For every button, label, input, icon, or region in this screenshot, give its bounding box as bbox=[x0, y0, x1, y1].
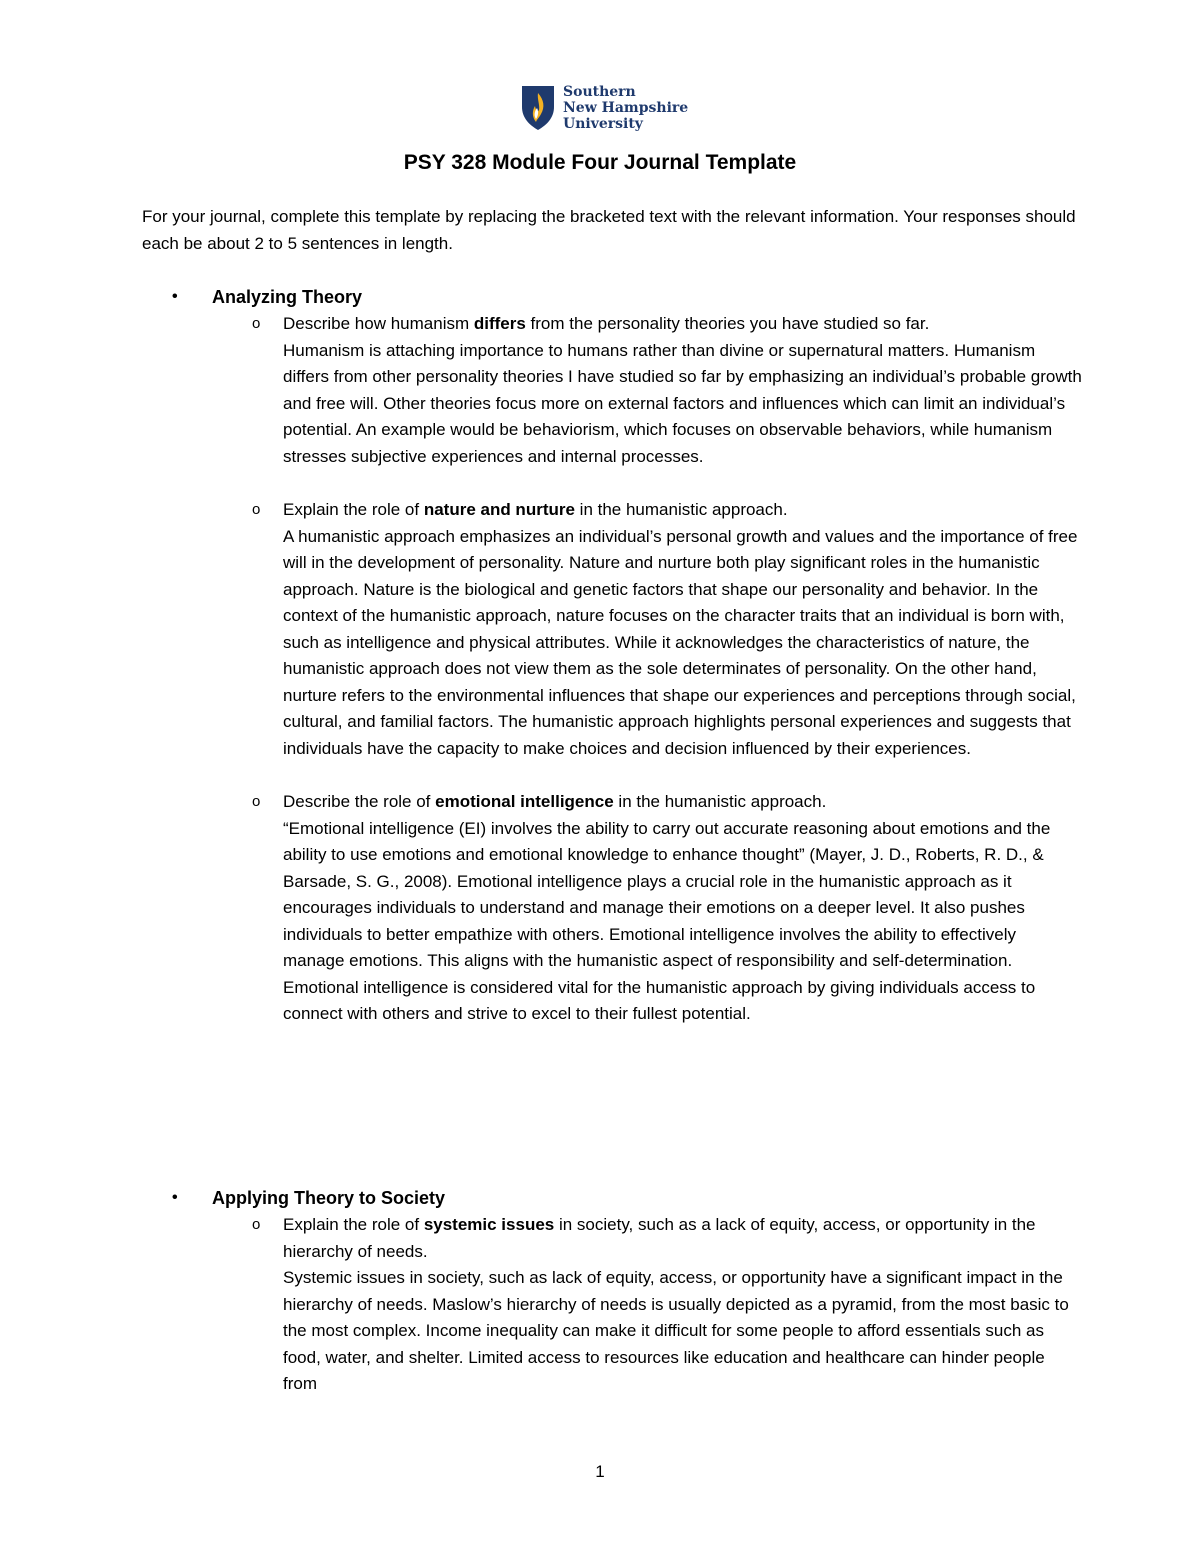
section-analyzing-theory bbox=[142, 283, 1082, 1028]
question-text: in the humanistic approach. bbox=[613, 792, 827, 811]
section-applying-theory bbox=[142, 1184, 1082, 1398]
sub-bullet-icon: o bbox=[252, 793, 261, 810]
question-text: in society, such as a lack of equity, access, or opportunity in the hierarchy of needs. bbox=[283, 1215, 1036, 1261]
question-keyword: nature and nurture bbox=[423, 500, 575, 519]
logo-line-3: University bbox=[563, 116, 643, 132]
list-item bbox=[142, 311, 1082, 470]
logo-line-1: Southern bbox=[563, 84, 636, 100]
sub-bullet-icon: o bbox=[252, 1216, 261, 1233]
question-text: Explain the role of bbox=[283, 500, 424, 519]
question-text: from the personality theories you have studied so far. bbox=[525, 314, 930, 333]
answer-text: A humanistic approach emphasizes an individual’s personal growth and values and the importance of free will in the development of personality. Nature and nurture both play significant roles in the humanistic approach. Nature is the biological and genetic factors that shape our personality and behavior. In the context of the humanistic approach, nature focuses on the character traits that an individual is born with, such as intelligence and physical attributes. While it acknowledges the characteristics of nature, the humanistic approach does not view them as the sole determinates of personality. On the other hand, nurture refers to the environmental influences that shape our experiences and perceptions through social, cultural, and familial factors. The humanistic approach highlights personal experiences and suggests that individuals have the capacity to make choices and decision influenced by their experiences. bbox=[283, 526, 1078, 758]
page-number: 1 bbox=[595, 1462, 605, 1481]
flame-shield-icon bbox=[521, 85, 555, 131]
university-name bbox=[563, 84, 688, 132]
answer-text: “Emotional intelligence (EI) involves the ability to carry out accurate reasoning about emotions and the ability to use emotions and emotional knowledge to enhance thought” (Mayer, J. D., Roberts, R. D., & Barsade, S. G., 2008). Emotional intelligence plays a crucial role in the humanistic approach as it encourages individuals to understand and manage their emotions on a deeper level. It also pushes individuals to better empathize with others. Emotional intelligence involves the ability to effectively manage emotions. This aligns with the humanistic aspect of responsibility and self-determination. Emotional intelligence is considered vital for the humanistic approach by giving individuals access to connect with others and strive to excel to their fullest potential. bbox=[283, 818, 1051, 1023]
question-keyword: systemic issues bbox=[423, 1215, 555, 1234]
sub-bullet-icon: o bbox=[252, 501, 261, 518]
question-text: Describe how humanism bbox=[283, 314, 474, 333]
question bbox=[283, 311, 1082, 338]
logo-line-2: New Hampshire bbox=[563, 100, 689, 116]
question bbox=[283, 789, 1082, 816]
answer-text: Systemic issues in society, such as lack of equity, access, or opportunity have a significant impact in the hierarchy of needs. Maslow’s hierarchy of needs is usually depicted as a pyramid, from the most basic to the most complex. Income inequality can make it difficult for some people to afford essentials such as food, water, and shelter. Limited access to resources like education and healthcare can hinder people from bbox=[283, 1268, 1069, 1393]
question bbox=[283, 1212, 1082, 1265]
question bbox=[283, 497, 1082, 524]
section-heading bbox=[142, 283, 1082, 311]
bullet-icon: • bbox=[172, 1189, 178, 1206]
answer-text: Humanism is attaching importance to humans rather than divine or supernatural matters. Humanism differs from other personality theories I have studied so far by emphasizing an individual’s probable growth and free will. Other theories focus more on external factors and influences which can limit an individual’s potential. An example would be behaviorism, which focuses on observable behaviors, while humanism stresses subjective experiences and internal processes. bbox=[283, 340, 1082, 466]
section-title: Applying Theory to Society bbox=[212, 1188, 446, 1208]
question-text: Describe the role of bbox=[283, 792, 436, 811]
list-item bbox=[142, 1212, 1082, 1398]
question-keyword: differs bbox=[473, 314, 526, 333]
document-title: PSY 328 Module Four Journal Template bbox=[403, 151, 797, 174]
intro-paragraph: For your journal, complete this template by replacing the bracketed text with the relevant information. Your responses should each be about 2 to 5 sentences in length. bbox=[142, 207, 1076, 253]
question-text: Explain the role of bbox=[283, 1215, 424, 1234]
section-title: Analyzing Theory bbox=[212, 287, 363, 307]
question-keyword: emotional intelligence bbox=[435, 792, 614, 811]
sub-bullet-icon: o bbox=[252, 315, 261, 332]
bullet-icon: • bbox=[172, 288, 178, 305]
university-logo bbox=[521, 84, 688, 132]
section-heading bbox=[142, 1184, 1082, 1212]
question-text: in the humanistic approach. bbox=[574, 500, 788, 519]
list-item bbox=[142, 789, 1082, 1028]
list-item bbox=[142, 497, 1082, 762]
